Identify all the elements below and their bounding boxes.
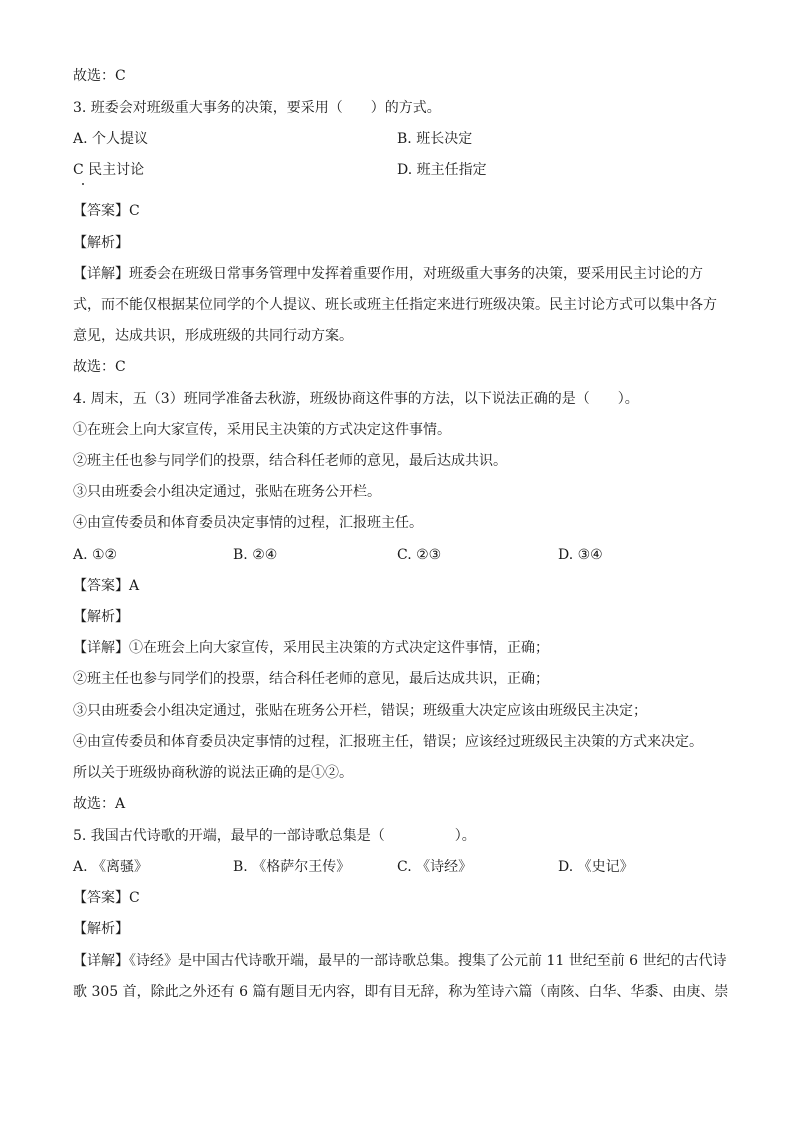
q3-analysis: 【解析】 xyxy=(73,235,129,251)
q3-option-a: A. 个人提议 xyxy=(73,131,149,147)
q4-detail-line-4: ④由宣传委员和体育委员决定事情的过程，汇报班主任，错误；应该经过班级民主决策的方式来决定。 xyxy=(73,734,703,750)
q5-option-c: C. 《诗经》 xyxy=(397,859,473,875)
q4-answer: 【答案】A xyxy=(73,578,140,594)
q4-option-b: B. ②④ xyxy=(233,547,278,563)
q3-detail-line-3: 意见，达成共识，形成班级的共同行动方案。 xyxy=(73,328,353,344)
q3-option-d: D. 班主任指定 xyxy=(397,162,487,178)
q4-option-d: D. ③④ xyxy=(558,547,603,563)
q4-detail-line-1: 【详解】①在班会上向大家宣传，采用民主决策的方式决定这件事情，正确； xyxy=(73,640,549,656)
q4-detail-line-5: 所以关于班级协商秋游的说法正确的是①②。 xyxy=(73,765,353,781)
q4-choice: 故选：A xyxy=(73,796,126,812)
q4-stem: 4. 周末，五（3）班同学准备去秋游，班级协商这件事的方法，以下说法正确的是（ ）。 xyxy=(73,391,639,407)
q3-option-c: C 民主讨论 xyxy=(73,162,145,178)
q4-option-a: A. ①② xyxy=(73,547,118,563)
q4-analysis: 【解析】 xyxy=(73,609,129,625)
q5-option-a: A. 《离骚》 xyxy=(73,859,149,875)
q5-option-d: D. 《史记》 xyxy=(558,859,634,875)
q4-statement-3: ③只由班委会小组决定通过，张贴在班务公开栏。 xyxy=(73,484,381,500)
q3-stem: 3. 班委会对班级重大事务的决策，要采用（ ）的方式。 xyxy=(73,100,441,116)
q5-detail-line-2: 歌 305 首，除此之外还有 6 篇有题目无内容，即有目无辞，称为笙诗六篇（南陔、白华、华黍、由庚、崇 xyxy=(73,984,729,1000)
stray-dot xyxy=(82,183,84,185)
q2-choice: 故选：C xyxy=(73,68,126,84)
q3-answer: 【答案】C xyxy=(73,203,140,219)
q3-detail-line-2: 式，而不能仅根据某位同学的个人提议、班长或班主任指定来进行班级决策。民主讨论方式可以集中各方 xyxy=(73,297,717,313)
q5-detail-line-1: 【详解】《诗经》是中国古代诗歌开端，最早的一部诗歌总集。搜集了公元前 11 世纪至前 6 世纪的古代诗 xyxy=(73,953,727,969)
q3-option-b: B. 班长决定 xyxy=(397,131,473,147)
q4-detail-line-2: ②班主任也参与同学们的投票，结合科任老师的意见，最后达成共识，正确； xyxy=(73,671,549,687)
q4-detail-line-3: ③只由班委会小组决定通过，张贴在班务公开栏，错误；班级重大决定应该由班级民主决定； xyxy=(73,703,647,719)
q5-analysis: 【解析】 xyxy=(73,921,129,937)
q4-statement-1: ①在班会上向大家宣传，采用民主决策的方式决定这件事情。 xyxy=(73,422,451,438)
q3-choice: 故选：C xyxy=(73,359,126,375)
q4-option-c: C. ②③ xyxy=(397,547,442,563)
q4-statement-4: ④由宣传委员和体育委员决定事情的过程，汇报班主任。 xyxy=(73,515,423,531)
q3-detail-line-1: 【详解】班委会在班级日常事务管理中发挥着重要作用，对班级重大事务的决策，要采用民主讨论的方 xyxy=(73,266,703,282)
q5-stem: 5. 我国古代诗歌的开端，最早的一部诗歌总集是（ ）。 xyxy=(73,828,476,844)
q5-answer: 【答案】C xyxy=(73,890,140,906)
q5-option-b: B. 《格萨尔王传》 xyxy=(233,859,351,875)
q4-statement-2: ②班主任也参与同学们的投票，结合科任老师的意见，最后达成共识。 xyxy=(73,453,507,469)
